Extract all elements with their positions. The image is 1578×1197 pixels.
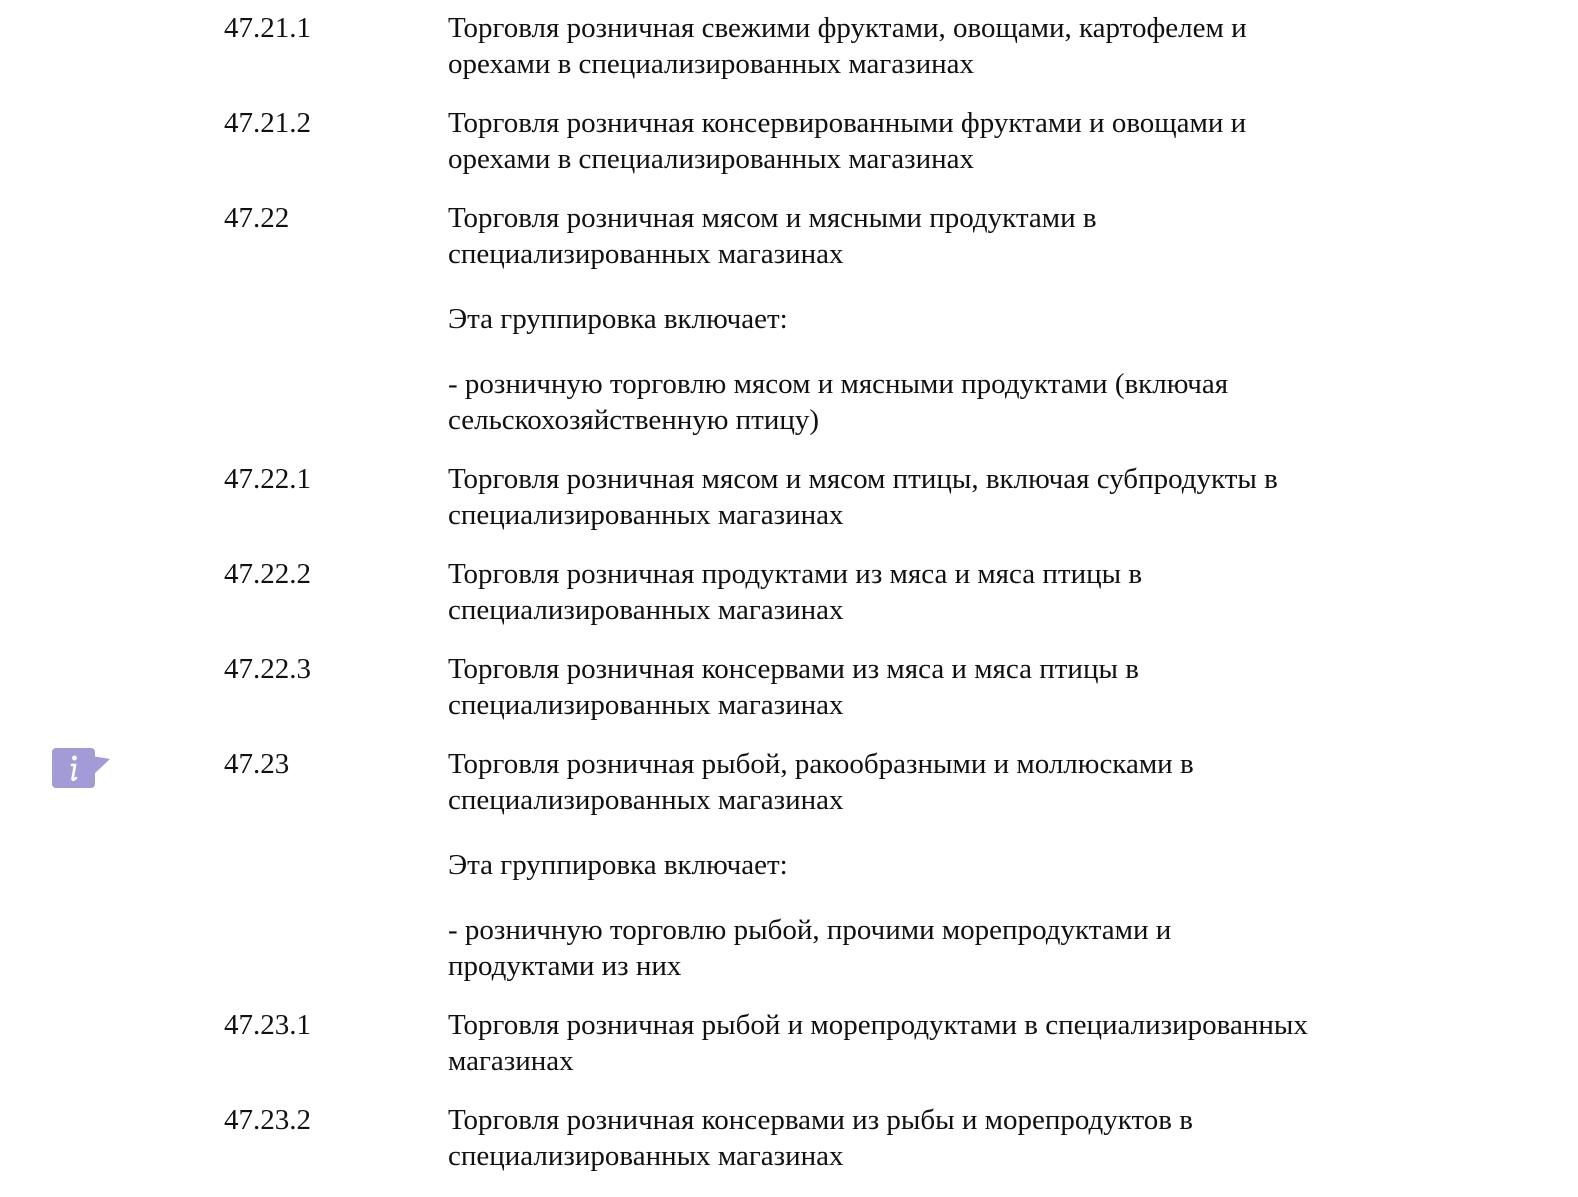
text-line: специализированных магазинах [448,689,844,721]
description-paragraph [448,105,1578,177]
entry-description [448,556,1578,628]
description-paragraph [448,10,1578,82]
classifier-entry [0,556,1578,628]
description-paragraph [448,847,1578,883]
text-line: - розничную торговлю рыбой, прочими морепродуктами и [448,914,1172,946]
entry-description [448,461,1578,533]
entry-code: 47.22.1 [224,463,311,495]
description-paragraph [448,200,1578,272]
text-line: специализированных магазинах [448,594,844,626]
text-line: Торговля розничная консервами из рыбы и морепродуктов в [448,1104,1193,1136]
text-line: специализированных магазинах [448,499,844,531]
classifier-entry [0,461,1578,533]
text-line: Эта группировка включает: [448,303,788,335]
text-line: Эта группировка включает: [448,849,788,881]
entry-code: 47.23 [224,748,290,780]
text-line: продуктами из них [448,950,682,982]
entry-code: 47.21.2 [224,107,311,139]
classifier-entry [0,105,1578,177]
description-paragraph [448,1102,1578,1174]
classifier-entry [0,200,1578,438]
text-line: Торговля розничная рыбой, ракообразными и моллюсками в [448,748,1194,780]
description-paragraph [448,556,1578,628]
entry-description [448,1007,1578,1079]
description-paragraph [448,461,1578,533]
entry-code: 47.22.3 [224,653,311,685]
text-line: орехами в специализированных магазинах [448,143,975,175]
info-comment-icon[interactable] [52,748,110,788]
description-paragraph [448,301,1578,337]
description-paragraph [448,651,1578,723]
entry-description [448,105,1578,177]
classifier-entry [0,1007,1578,1079]
text-line: сельскохозяйственную птицу) [448,404,820,436]
text-line: Торговля розничная мясом и мясом птицы, включая субпродукты в [448,463,1278,495]
text-line: Торговля розничная мясом и мясными продуктами в [448,202,1097,234]
entry-description [448,200,1578,438]
classifier-entry [0,746,1578,984]
entry-description [448,746,1578,984]
classifier-entry [0,651,1578,723]
description-paragraph [448,912,1578,984]
entry-code: 47.22.2 [224,558,311,590]
classifier-entry [0,10,1578,82]
entry-description [448,1102,1578,1174]
text-line: - розничную торговлю мясом и мясными продуктами (включая [448,368,1229,400]
description-paragraph [448,1007,1578,1079]
entry-description [448,651,1578,723]
description-paragraph [448,746,1578,818]
entry-description [448,10,1578,82]
text-line: специализированных магазинах [448,1140,844,1172]
text-line: специализированных магазинах [448,238,844,270]
document-body [0,10,1578,1197]
text-line: Торговля розничная консервами из мяса и мяса птицы в [448,653,1139,685]
text-line: Торговля розничная продуктами из мяса и мяса птицы в [448,558,1143,590]
entry-code: 47.21.1 [224,12,311,44]
text-line: Торговля розничная консервированными фруктами и овощами и [448,107,1247,139]
text-line: Торговля розничная свежими фруктами, овощами, картофелем и [448,12,1247,44]
entry-code: 47.22 [224,202,290,234]
text-line: магазинах [448,1045,574,1077]
text-line: специализированных магазинах [448,784,844,816]
description-paragraph [448,366,1578,438]
entry-code: 47.23.2 [224,1104,311,1136]
entry-code: 47.23.1 [224,1009,311,1041]
classifier-entry [0,1102,1578,1174]
text-line: Торговля розничная рыбой и морепродуктами в специализированных [448,1009,1308,1041]
text-line: орехами в специализированных магазинах [448,48,975,80]
